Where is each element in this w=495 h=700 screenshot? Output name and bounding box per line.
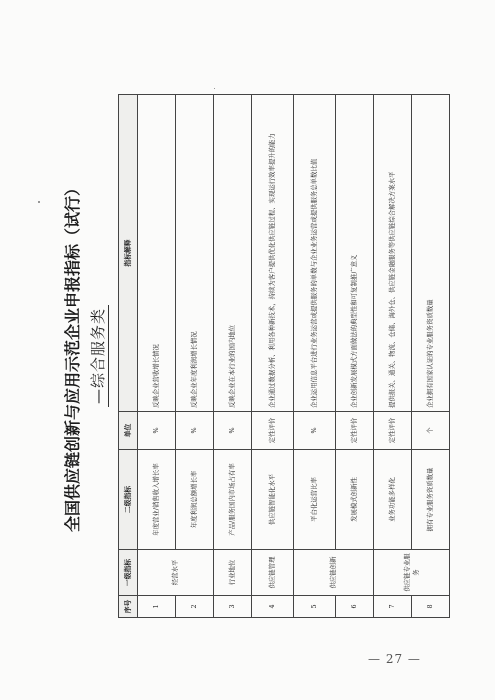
cell-no: 7 [374, 596, 412, 618]
table-row [176, 95, 214, 618]
cell-level2: 供应链智能化水平 [252, 450, 294, 550]
cell-level2: 产品/服务国内市场占有率 [214, 450, 252, 550]
col-header-unit: 单位 [119, 412, 138, 450]
scan-speck [38, 201, 40, 203]
cell-level2: 平台化运营比率 [294, 450, 336, 550]
cell-level2: 业务功能多样化 [374, 450, 412, 550]
cell-unit: 定性评价 [336, 412, 374, 450]
cell-no: 2 [176, 596, 214, 618]
table-row [412, 95, 450, 618]
cell-level1: 经营水平 [138, 550, 214, 596]
cell-no: 6 [336, 596, 374, 618]
subtitle-text: —综合服务类 [89, 305, 109, 407]
cell-no: 1 [138, 596, 176, 618]
col-header-no: 序号 [119, 596, 138, 618]
cell-unit: % [176, 412, 214, 450]
table-row [214, 95, 252, 618]
cell-level1: 供应链专业服务 [374, 550, 450, 596]
table-header-row [119, 95, 138, 618]
cell-level2: 年度利润总额增长率 [176, 450, 214, 550]
cell-unit: % [138, 412, 176, 450]
cell-level2: 年度营业/销售收入增长率 [138, 450, 176, 550]
cell-level1: 供应链创新 [294, 550, 374, 596]
cell-no: 5 [294, 596, 336, 618]
cell-level2: 发展模式创新性 [336, 450, 374, 550]
document-title: 全国供应链创新与应用示范企业申报指标（试行） [63, 180, 82, 533]
rotated-document [62, 94, 482, 618]
cell-unit: 定性评价 [252, 412, 294, 450]
cell-no: 8 [412, 596, 450, 618]
col-header-level1: 一级指标 [119, 550, 138, 596]
col-header-desc: 指标解释 [119, 95, 138, 412]
cell-unit: 定性评价 [374, 412, 412, 450]
col-header-level2: 二级指标 [119, 450, 138, 550]
cell-unit: % [294, 412, 336, 450]
cell-level2: 拥有专业服务资质数量 [412, 450, 450, 550]
cell-desc: 企业运用信息平台进行业务运营或提供服务的单数与企业业务运营或提供服务总单数比值 [294, 95, 336, 412]
cell-desc: 反映企业在本行业的国内地位 [214, 95, 252, 412]
cell-unit: % [214, 412, 252, 450]
document-subtitle [88, 94, 108, 618]
cell-no: 3 [214, 596, 252, 618]
scan-speck [214, 88, 215, 89]
cell-desc: 反映企业营收增长情况 [138, 95, 176, 412]
table-row [138, 95, 176, 618]
indicator-table [118, 94, 450, 618]
cell-level1: 行业地位 [214, 550, 252, 596]
cell-desc: 企业拥有国家认证的专业服务资质数量 [412, 95, 450, 412]
table-row [252, 95, 294, 618]
table-row [294, 95, 336, 618]
cell-level1: 供应链管理 [252, 550, 294, 596]
cell-desc: 企业创新发展模式方面做法的典型性和可复制推广意义 [336, 95, 374, 412]
cell-desc: 提供报关、通关、物流、仓储、海外仓、供应链金融服务等供应链综合解决方案水平 [374, 95, 412, 412]
cell-unit: 个 [412, 412, 450, 450]
cell-desc: 反映企业年度利润增长情况 [176, 95, 214, 412]
cell-no: 4 [252, 596, 294, 618]
table-row [336, 95, 374, 618]
table-row [374, 95, 412, 618]
cell-desc: 企业通过数据分析、利用各种新技术，持续为客户提供优化供应链过程、实现运行效率提升的能力 [252, 95, 294, 412]
page-number: — 27 — [368, 652, 421, 666]
